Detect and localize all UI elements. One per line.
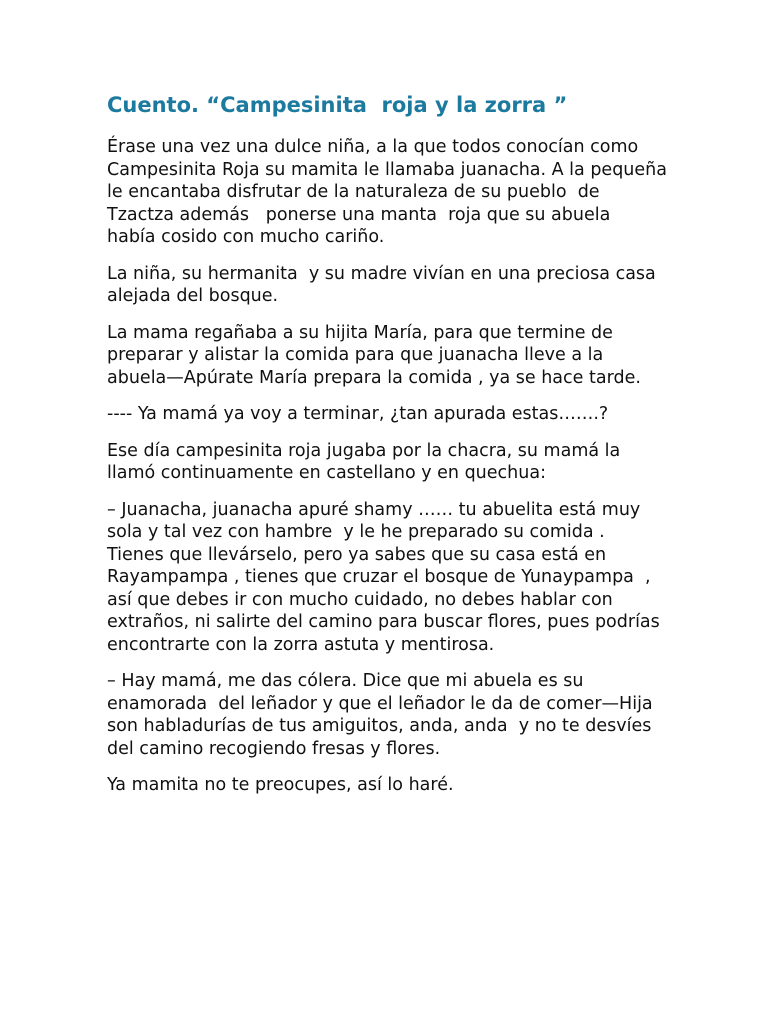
paragraph-closing: Ya mamita no te preocupes, así lo haré. <box>107 775 454 795</box>
paragraph-scolding: La mama regañaba a su hijita María, para que termine de preparar y alistar la comida para que juanacha lleve a la abuela—Apúrate María prepara la comida , ya se hace tarde. <box>107 322 641 388</box>
paragraph-intro: Érase una vez una dulce niña, a la que todos conocían como Campesinita Roja su mamita le llamaba juanacha. A la pequeña le encantaba disfrutar de la naturaleza de su pueblo de Tzactza además ponerse una manta roja que su abuela había cosido con mucho cariño. <box>107 137 673 247</box>
paragraph-family: La niña, su hermanita y su madre vivían en una preciosa casa alejada del bosque. <box>107 263 662 306</box>
paragraph-complaint: – Hay mamá, me das cólera. Dice que mi abuela es su enamorada del leñador y que el leñador le da de comer—Hija son habladurías de tus amiguitos, anda, anda y no te desvíes del camino recogiendo fresas y flores. <box>107 671 659 759</box>
story-title: Cuento. “Campesinita roja y la zorra ” <box>107 93 568 117</box>
paragraph-reply: ---- Ya mamá ya voy a terminar, ¿tan apurada estas…….? <box>107 404 609 424</box>
paragraph-instructions: – Juanacha, juanacha apuré shamy …… tu abuelita está muy sola y tal vez con hambre y le he preparado su comida . Tienes que llevárselo, pero ya sabes que su casa está en Rayampampa , tienes que cruzar el bosque de Yunaypampa , así que debes ir con mucho cuidado, no debes hablar con extraños, ni salirte del camino para buscar flores, pues podrías encontrarte con la zorra astuta y mentirosa. <box>107 499 666 655</box>
paragraph-chacra: Ese día campesinita roja jugaba por la chacra, su mamá la llamó continuamente en castellano y en quechua: <box>107 440 626 483</box>
document-page <box>107 88 673 811</box>
